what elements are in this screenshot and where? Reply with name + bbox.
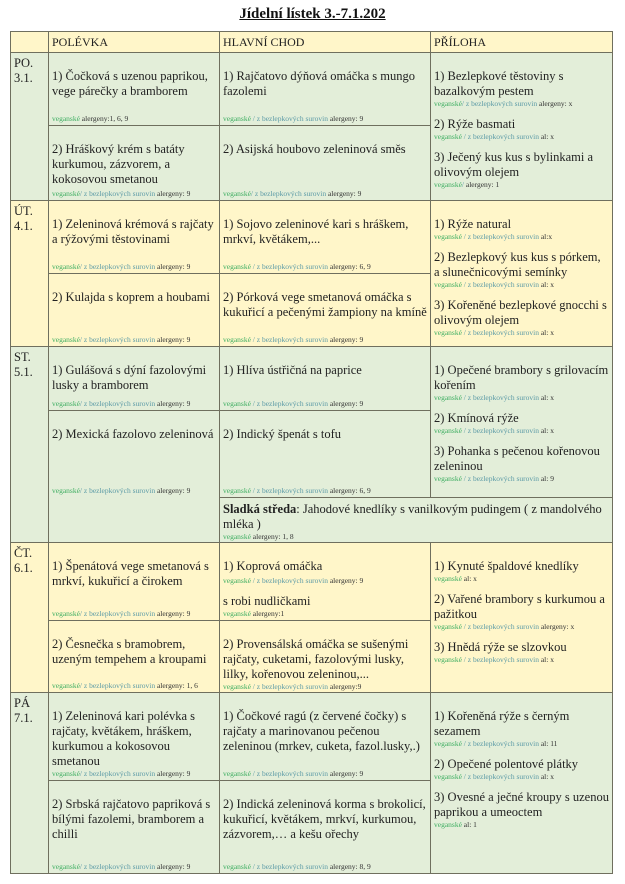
item-meta: [52, 189, 216, 199]
allergens-label: al: x: [540, 328, 554, 337]
day-name: PÁ: [14, 696, 30, 710]
item-meta: [434, 328, 609, 338]
vegan-label: veganské: [223, 189, 251, 198]
dish-name: 2) Rýže basmati: [434, 117, 516, 131]
day-row: [11, 543, 613, 621]
dish-name: 1) Rýže natural: [434, 217, 512, 231]
vegan-label: veganské: [434, 180, 462, 189]
dish-name: 1) Kořeněná rýže s černým sezamem: [434, 709, 570, 738]
day-cell: [11, 201, 49, 347]
vegan-label: veganské: [52, 609, 80, 618]
dish-name: 3) Hnědá rýže se slzovkou: [434, 640, 567, 654]
vegan-label: veganské: [52, 399, 80, 408]
item-meta: [223, 682, 427, 692]
gluten-free-label: / z bezlepkových surovin: [461, 232, 539, 241]
gluten-free-label: / z bezlepkových surovin: [250, 769, 328, 778]
vegan-label: veganské: [434, 820, 462, 829]
item-meta: [434, 622, 609, 632]
page-title: Jídelní lístek 3.-7.1.202: [239, 6, 386, 22]
day-cell: [11, 693, 49, 874]
soup-cell: [49, 347, 220, 411]
item-meta: [223, 609, 427, 619]
vegan-label: veganské: [434, 622, 462, 631]
allergens-label: alergeny: x: [540, 622, 575, 631]
dish-name: 1) Čočková s uzenou paprikou, vege párečky a bramborem: [52, 69, 208, 98]
main-cell: [220, 126, 431, 201]
gluten-free-label: /: [461, 180, 464, 189]
dish-name: 2) Indický špenát s tofu: [223, 427, 342, 441]
vegan-label: veganské: [223, 769, 251, 778]
side-item: [434, 444, 609, 484]
day-name: ČT.: [14, 546, 33, 560]
allergens-label: alergeny:1: [252, 609, 285, 618]
gluten-free-label: / z bezlepkových surovin: [250, 576, 328, 585]
item-meta: [52, 335, 216, 345]
gluten-free-label: / z bezlepkových surovin: [461, 426, 539, 435]
main-cell: [220, 411, 431, 498]
vegan-label: veganské: [223, 486, 251, 495]
vegan-label: veganské: [223, 262, 251, 271]
side-item: [434, 640, 609, 665]
allergens-label: al: x: [463, 574, 477, 583]
vegan-label: veganské: [223, 862, 251, 871]
gluten-free-label: / z bezlepkových surovin: [79, 486, 156, 495]
allergens-label: al: x: [540, 655, 554, 664]
main-cell: [220, 693, 431, 781]
main-cell: [220, 274, 431, 347]
day-row: [11, 693, 613, 781]
gluten-free-label: / z bezlepkových surovin: [461, 280, 539, 289]
vegan-label: veganské: [434, 280, 462, 289]
allergens-label: alergeny: 9: [156, 262, 191, 271]
soup-cell: [49, 201, 220, 274]
day-date: 4.1.: [14, 219, 33, 233]
allergens-label: alergeny: 1, 6: [156, 681, 198, 690]
item-meta: [434, 232, 609, 242]
item-meta: [434, 132, 609, 142]
dish-name: 2) Hráškový krém s batáty kurkumou, zázvorem, a kokosovou smetanou: [52, 142, 185, 186]
vegan-label: veganské: [223, 609, 251, 618]
gluten-free-label: / z bezlepkových surovin: [461, 739, 539, 748]
dish-name: 1) Kynuté špaldové knedlíky: [434, 559, 579, 573]
gluten-free-label: / z bezlepkových surovin: [250, 399, 328, 408]
vegan-label: veganské: [434, 739, 462, 748]
vegan-label: veganské: [223, 532, 251, 541]
day-row: [11, 53, 613, 126]
item-meta: [434, 820, 609, 830]
vegan-label: veganské: [434, 574, 462, 583]
gluten-free-label: / z bezlepkových surovin: [79, 262, 156, 271]
dish-name: 1) Zeleninová krémová s rajčaty a rýžovými těstovinami: [52, 217, 214, 246]
dish-extra: s robi nudličkami: [223, 594, 311, 608]
vegan-label: veganské: [52, 262, 80, 271]
item-meta: [434, 426, 609, 436]
gluten-free-label: / z bezlepkových surovin: [461, 328, 539, 337]
sweet-text: : Jahodové knedlíky s vanilkovým pudingem ( z mandolvého mléka ): [223, 502, 602, 531]
header-day: [11, 32, 49, 53]
dish-name: 2) Opečené polentové plátky: [434, 757, 579, 771]
gluten-free-label: / z bezlepkových surovin: [79, 681, 156, 690]
allergens-label: alergeny: 1: [465, 180, 500, 189]
side-item: [434, 790, 609, 830]
soup-cell: [49, 53, 220, 126]
day-cell: [11, 347, 49, 543]
dish-name: 1) Bezlepkové těstoviny s bazalkovým pestem: [434, 69, 564, 98]
gluten-free-label: / z bezlepkových surovin: [79, 335, 156, 344]
side-item: [434, 250, 609, 290]
gluten-free-label: / z bezlepkových surovin: [250, 335, 328, 344]
sweet-label: Sladká středa: [223, 502, 297, 516]
item-meta: [434, 474, 609, 484]
vegan-label: veganské: [434, 772, 462, 781]
dish-name: 1) Hlíva ústřičná na paprice: [223, 363, 362, 377]
header-side: PŘÍLOHA: [431, 32, 613, 53]
allergens-label: al: x: [540, 132, 554, 141]
dish-name: 1) Opečené brambory s grilovacím kořením: [434, 363, 609, 392]
allergens-label: al: x: [540, 393, 554, 402]
main-cell: [220, 53, 431, 126]
allergens-label: al: 11: [540, 739, 558, 748]
day-date: 5.1.: [14, 365, 33, 379]
main-cell: [220, 543, 431, 621]
dish-name: 3) Ovesné a ječné kroupy s uzenou paprikou a umeoctem: [434, 790, 609, 819]
item-meta: [434, 99, 609, 109]
gluten-free-label: / z bezlepkových surovin: [250, 189, 327, 198]
allergens-label: alergeny: 9: [329, 335, 364, 344]
vegan-label: veganské: [52, 862, 80, 871]
vegan-label: veganské: [223, 114, 251, 123]
item-meta: [52, 769, 216, 779]
allergens-label: alergeny: 6, 9: [329, 486, 371, 495]
vegan-label: veganské: [434, 132, 462, 141]
allergens-label: alergeny: 9: [156, 769, 191, 778]
item-meta: [52, 609, 216, 619]
soup-cell: [49, 693, 220, 781]
dish-name: 1) Koprová omáčka: [223, 559, 323, 573]
gluten-free-label: / z bezlepkových surovin: [461, 99, 538, 108]
gluten-free-label: / z bezlepkových surovin: [461, 132, 539, 141]
day-cell: [11, 53, 49, 201]
dish-name: 2) Provensálská omáčka se sušenými rajčaty, cuketami, fazolovými lusky, lilky, kořenovou zeleninou,...: [223, 637, 409, 681]
dish-name: 3) Ječený kus kus s bylinkami a olivovým olejem: [434, 150, 594, 179]
day-date: 7.1.: [14, 711, 33, 725]
item-meta: [434, 393, 609, 403]
day-name: ÚT.: [14, 204, 33, 218]
item-meta: [434, 180, 609, 190]
main-cell: [220, 201, 431, 274]
allergens-label: alergeny: x: [538, 99, 573, 108]
menu-table: [10, 31, 613, 874]
item-meta: [434, 280, 609, 290]
day-name: PO.: [14, 56, 34, 70]
item-meta: [223, 114, 427, 124]
item-meta: [223, 862, 427, 872]
allergens-label: al: x: [540, 426, 554, 435]
dish-name: 3) Pohanka s pečenou kořenovou zeleninou: [434, 444, 600, 473]
side-item: [434, 217, 609, 242]
vegan-label: veganské: [434, 393, 462, 402]
dish-name: 3) Kořeněné bezlepkové gnocchi s olivovým olejem: [434, 298, 607, 327]
item-meta: [223, 532, 609, 542]
vegan-label: veganské: [223, 682, 251, 691]
allergens-label: alergeny: 9: [156, 609, 191, 618]
allergens-label: alergeny: 6, 9: [329, 262, 371, 271]
side-item: [434, 411, 609, 436]
vegan-label: veganské: [52, 335, 80, 344]
dish-name: 1) Čočkové ragú (z červené čočky) s rajčaty a marinovanou pečenou zeleninou (mrkev, cuketa, fazol.lusky,.): [223, 709, 420, 753]
main-cell: [220, 781, 431, 874]
gluten-free-label: / z bezlepkových surovin: [461, 622, 539, 631]
side-cell: [431, 201, 613, 347]
soup-cell: [49, 411, 220, 543]
allergens-label: alergeny: 8, 9: [329, 862, 371, 871]
gluten-free-label: / z bezlepkových surovin: [461, 393, 539, 402]
sweet-cell: [220, 498, 613, 543]
vegan-label: veganské: [434, 655, 462, 664]
day-cell: [11, 543, 49, 693]
allergens-label: alergeny:9: [329, 682, 362, 691]
item-meta: [434, 655, 609, 665]
side-item: [434, 150, 609, 190]
soup-cell: [49, 781, 220, 874]
allergens-label: alergeny: 9: [156, 399, 191, 408]
item-meta: [52, 681, 216, 691]
dish-name: 2) Česnečka s bramobrem, uzeným tempehem a kroupami: [52, 637, 207, 666]
gluten-free-label: / z bezlepkových surovin: [250, 486, 328, 495]
dish-name: 2) Pórková vege smetanová omáčka s kukuřicí a pečenými žampiony na kmíně: [223, 290, 427, 319]
vegan-label: veganské: [52, 681, 80, 690]
dish-name: 1) Rajčatovo dýňová omáčka s mungo fazolemi: [223, 69, 415, 98]
allergens-label: alergeny: 9: [156, 335, 191, 344]
allergens-label: alergeny: 9: [156, 486, 191, 495]
dish-name: 2) Kmínová rýže: [434, 411, 519, 425]
allergens-label: alergeny: 9: [329, 576, 364, 585]
side-cell: [431, 543, 613, 693]
main-cell: [220, 621, 431, 693]
dish-name: 1) Zeleninová kari polévka s rajčaty, květákem, hráškem, kurkumou a kokosovou smetanou: [52, 709, 196, 768]
item-meta: [52, 862, 216, 872]
day-row: [11, 347, 613, 411]
dish-name: 2) Indická zeleninová korma s brokolicí, kukuřicí, květákem, mrkví, kurkumou, zázvorem,… a kešu ořechy: [223, 797, 426, 841]
allergens-label: alergeny: 9: [327, 189, 362, 198]
vegan-label: veganské: [52, 486, 80, 495]
allergens-label: alergeny: 9: [329, 114, 364, 123]
item-meta: [223, 576, 427, 586]
allergens-label: al: 1: [463, 820, 477, 829]
item-meta: [223, 335, 427, 345]
gluten-free-label: / z bezlepkových surovin: [79, 399, 156, 408]
gluten-free-label: / z bezlepkových surovin: [79, 189, 156, 198]
gluten-free-label: / z bezlepkových surovin: [79, 862, 156, 871]
item-meta: [52, 114, 216, 124]
gluten-free-label: / z bezlepkových surovin: [250, 262, 328, 271]
item-meta: [434, 574, 609, 584]
dish-name: 2) Bezlepkový kus kus s pórkem, a slunečnicovými semínky: [434, 250, 601, 279]
vegan-label: veganské: [52, 114, 80, 123]
allergens-label: alergeny: 9: [329, 769, 364, 778]
dish-name: 2) Mexická fazolovo zeleninová: [52, 427, 214, 441]
item-meta: [434, 772, 609, 782]
vegan-label: veganské: [223, 576, 251, 585]
side-item: [434, 298, 609, 338]
gluten-free-label: / z bezlepkových surovin: [461, 655, 539, 664]
soup-cell: [49, 621, 220, 693]
allergens-label: alergeny: 1, 8: [252, 532, 294, 541]
side-item: [434, 69, 609, 109]
side-item: [434, 592, 609, 632]
item-meta: [223, 189, 427, 199]
soup-cell: [49, 274, 220, 347]
allergens-label: al: x: [540, 772, 554, 781]
gluten-free-label: / z bezlepkových surovin: [250, 682, 328, 691]
dish-name: 2) Vařené brambory s kurkumou a pažitkou: [434, 592, 605, 621]
allergens-label: al:x: [540, 232, 553, 241]
item-meta: [223, 262, 427, 272]
side-cell: [431, 347, 613, 498]
day-date: 6.1.: [14, 561, 33, 575]
vegan-label: veganské: [223, 399, 251, 408]
item-meta: [434, 739, 609, 749]
soup-cell: [49, 126, 220, 201]
dish-name: 1) Sojovo zeleninové kari s hráškem, mrkví, květákem,...: [223, 217, 409, 246]
side-item: [434, 559, 609, 584]
header-soup: POLÉVKA: [49, 32, 220, 53]
gluten-free-label: / z bezlepkových surovin: [461, 474, 539, 483]
day-name: ST.: [14, 350, 31, 364]
side-cell: [431, 53, 613, 201]
vegan-label: veganské: [434, 328, 462, 337]
item-meta: [223, 486, 427, 496]
side-item: [434, 117, 609, 142]
header-main: HLAVNÍ CHOD: [220, 32, 431, 53]
dish-name: 1) Špenátová vege smetanová s mrkví, kukuřicí a čirokem: [52, 559, 209, 588]
gluten-free-label: / z bezlepkových surovin: [461, 772, 539, 781]
allergens-label: alergeny: 9: [329, 399, 364, 408]
item-meta: [52, 262, 216, 272]
dish-name: 2) Asijská houbovo zeleninová směs: [223, 142, 406, 156]
vegan-label: veganské: [434, 232, 462, 241]
vegan-label: veganské: [223, 335, 251, 344]
allergens-label: al: x: [540, 280, 554, 289]
gluten-free-label: / z bezlepkových surovin: [250, 114, 328, 123]
allergens-label: al: 9: [540, 474, 554, 483]
header-row: [11, 32, 613, 53]
side-item: [434, 363, 609, 403]
item-meta: [223, 769, 427, 779]
vegan-label: veganské: [434, 99, 462, 108]
day-date: 3.1.: [14, 71, 33, 85]
main-cell: [220, 347, 431, 411]
item-meta: [52, 486, 216, 496]
side-item: [434, 709, 609, 749]
dish-name: 2) Kulajda s koprem a houbami: [52, 290, 210, 304]
soup-cell: [49, 543, 220, 621]
gluten-free-label: / z bezlepkových surovin: [79, 769, 156, 778]
vegan-label: veganské: [434, 474, 462, 483]
side-item: [434, 757, 609, 782]
dish-name: 2) Srbská rajčatovo papriková s bílými fazolemi, bramborem a chilli: [52, 797, 211, 841]
gluten-free-label: / z bezlepkových surovin: [250, 862, 328, 871]
item-meta: [223, 399, 427, 409]
item-meta: [52, 399, 216, 409]
side-cell: [431, 693, 613, 874]
allergens-label: alergeny: 9: [156, 189, 191, 198]
gluten-free-label: / z bezlepkových surovin: [79, 609, 156, 618]
vegan-label: veganské: [434, 426, 462, 435]
allergens-label: alergeny:1, 6, 9: [81, 114, 129, 123]
dish-name: 1) Gulášová s dýní fazolovými lusky a bramborem: [52, 363, 207, 392]
allergens-label: alergeny: 9: [156, 862, 191, 871]
vegan-label: veganské: [52, 189, 80, 198]
day-row: [11, 201, 613, 274]
vegan-label: veganské: [52, 769, 80, 778]
